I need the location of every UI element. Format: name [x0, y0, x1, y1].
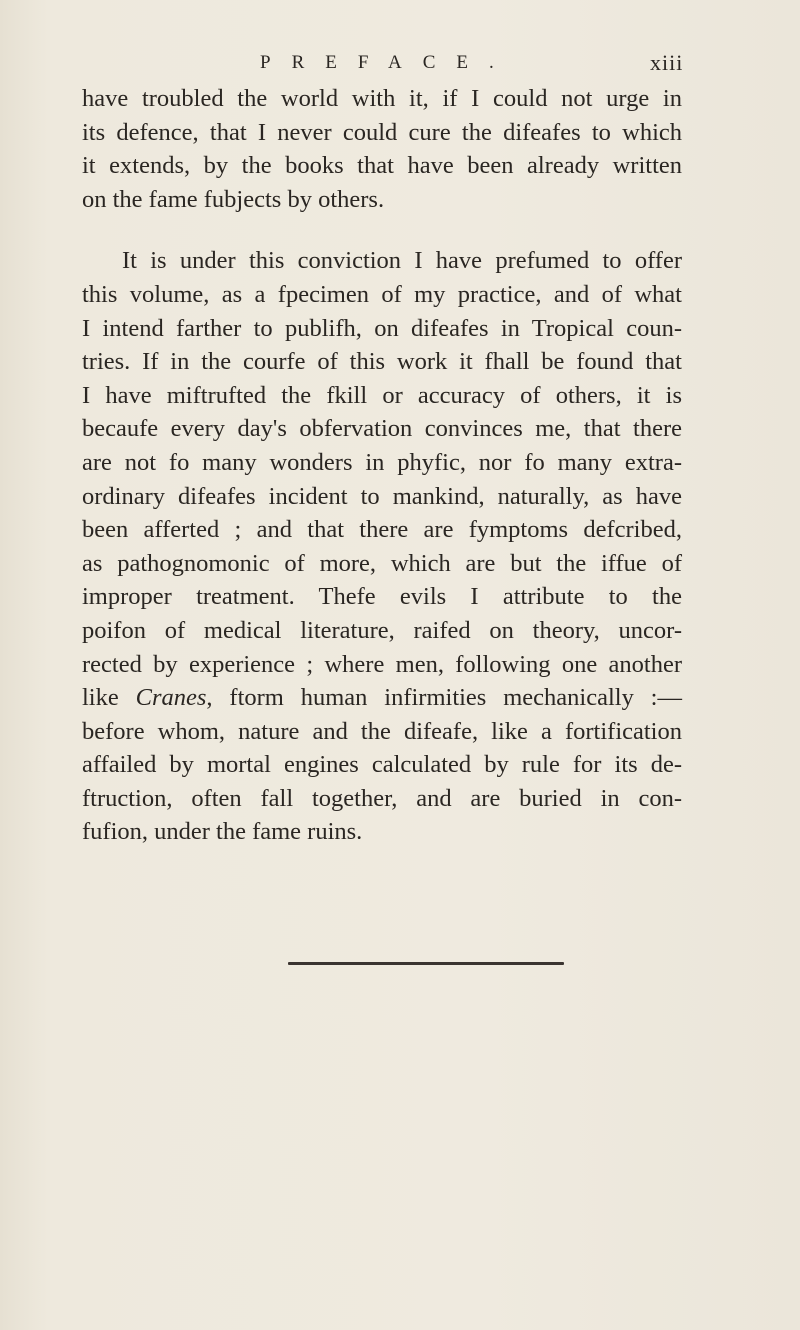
italic-word: Cranes [135, 684, 207, 712]
text-line: before whom, nature and the difeafe, like a fortification [82, 717, 682, 745]
text-line-cranes: like Cranes, ftorm human infirmities mechanically :— [82, 684, 682, 712]
text-line: have troubled the world with it, if I could not urge in [82, 85, 682, 112]
text-line: fufion, under the fame ruins. [82, 818, 363, 846]
text-line: its defence, that I never could cure the difeafes to which [82, 118, 682, 146]
text-line: rected by experience ; where men, following one another [82, 650, 682, 678]
text-line: It is under this conviction I have prefumed to offer [122, 247, 682, 275]
text-line: this volume, as a fpecimen of my practice, and of what [82, 280, 682, 308]
text-line: I have miftrufted the fkill or accuracy of others, it is [82, 381, 682, 409]
body-text [82, 82, 682, 849]
text-line: poifon of medical literature, raifed on theory, uncor- [82, 616, 682, 644]
text-line: improper treatment. Thefe evils I attribute to the [82, 583, 682, 611]
text-line: I intend farther to publifh, on difeafes in Tropical coun- [82, 314, 682, 342]
text-line: on the fame fubjects by others. [82, 185, 385, 213]
running-head: PREFACE. [260, 52, 515, 73]
text-line: are not fo many wonders in phyfic, nor fo many extra- [82, 448, 682, 476]
paragraph-2 [82, 244, 682, 849]
text-line: becaufe every day's obfervation convinces me, that there [82, 415, 682, 443]
end-rule [288, 962, 564, 965]
text-line: affailed by mortal engines calculated by rule for its de- [82, 751, 682, 779]
text-line: ftruction, often fall together, and are buried in con- [82, 784, 682, 812]
text-line: ordinary difeafes incident to mankind, naturally, as have [82, 482, 682, 510]
text-line: tries. If in the courfe of this work it fhall be found that [82, 348, 682, 376]
page-number: xiii [650, 50, 684, 75]
text-line: been afferted ; and that there are fymptoms defcribed, [82, 516, 682, 544]
text-line: it extends, by the books that have been already written [82, 152, 682, 180]
text-line: as pathognomonic of more, which are but the iffue of [82, 549, 682, 577]
paragraph-1 [82, 82, 682, 216]
